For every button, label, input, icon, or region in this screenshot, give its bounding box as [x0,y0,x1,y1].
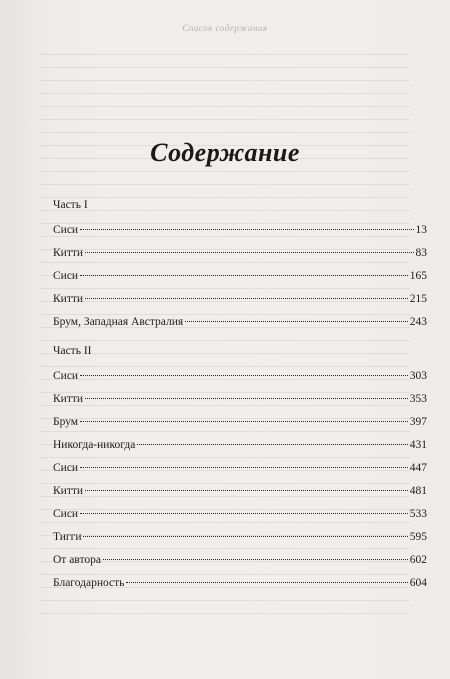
toc-entry [53,460,427,476]
toc-entry-title: Брум [53,416,79,428]
toc-entry-title: Сиси [53,224,79,236]
toc-entry [53,437,427,453]
toc-entry-title: Тигги [53,531,82,543]
toc-entry-title: От автора [53,554,101,566]
toc-entry-page: 243 [409,316,427,328]
toc-entry-page: 165 [409,270,427,282]
part-heading: Часть II [53,345,92,357]
toc-entry-title: Сиси [53,370,79,382]
toc-entry-page: 431 [409,439,427,451]
toc-entry-page: 604 [409,577,427,589]
toc-entry-title: Китти [53,393,84,405]
toc-entry-page: 353 [409,393,427,405]
toc-entry-title: Благодарность [53,577,125,589]
dot-leader [80,503,408,514]
toc-entry [53,575,427,591]
dot-leader [85,480,408,491]
toc-entry [53,314,427,330]
part-heading: Часть I [53,199,88,211]
dot-leader [80,365,408,376]
toc-entry [53,483,427,499]
toc-entry-title: Сиси [53,462,79,474]
dot-leader [80,219,413,230]
toc-entry-page: 481 [409,485,427,497]
toc-entry [53,268,427,284]
toc-entry-page: 533 [409,508,427,520]
toc-entry-page: 397 [409,416,427,428]
dot-leader [85,388,408,399]
dot-leader [126,572,407,583]
dot-leader [80,411,408,422]
dot-leader [85,288,408,299]
toc-entry-title: Брум, Западная Австралия [53,316,184,328]
toc-entry [53,291,427,307]
toc-entry [53,529,427,545]
toc-entry-title: Китти [53,293,84,305]
dot-leader [83,526,407,537]
toc-entry-page: 215 [409,293,427,305]
dot-leader [103,549,408,560]
toc-entry-title: Китти [53,485,84,497]
running-head: Список содержания [182,23,268,33]
toc-entry-title: Сиси [53,508,79,520]
toc-entry-page: 447 [409,462,427,474]
toc-entry-page: 595 [409,531,427,543]
toc-entry-page: 83 [415,247,427,259]
dot-leader [85,242,413,253]
toc-entry-page: 303 [409,370,427,382]
dot-leader [80,457,408,468]
page-title: Содержание [150,138,300,167]
dot-leader [80,265,408,276]
toc-entry-title: Сиси [53,270,79,282]
toc-entry-title: Никогда-никогда [53,439,136,451]
toc-entry-page: 13 [415,224,427,236]
dot-leader [137,434,407,445]
toc-entry [53,368,427,384]
dot-leader [185,311,408,322]
toc-entry [53,506,427,522]
toc-entry [53,414,427,430]
toc-entry [53,245,427,261]
toc-entry-title: Китти [53,247,84,259]
toc-entry [53,552,427,568]
toc-entry [53,222,427,238]
toc-entry [53,391,427,407]
toc-entry-page: 602 [409,554,427,566]
